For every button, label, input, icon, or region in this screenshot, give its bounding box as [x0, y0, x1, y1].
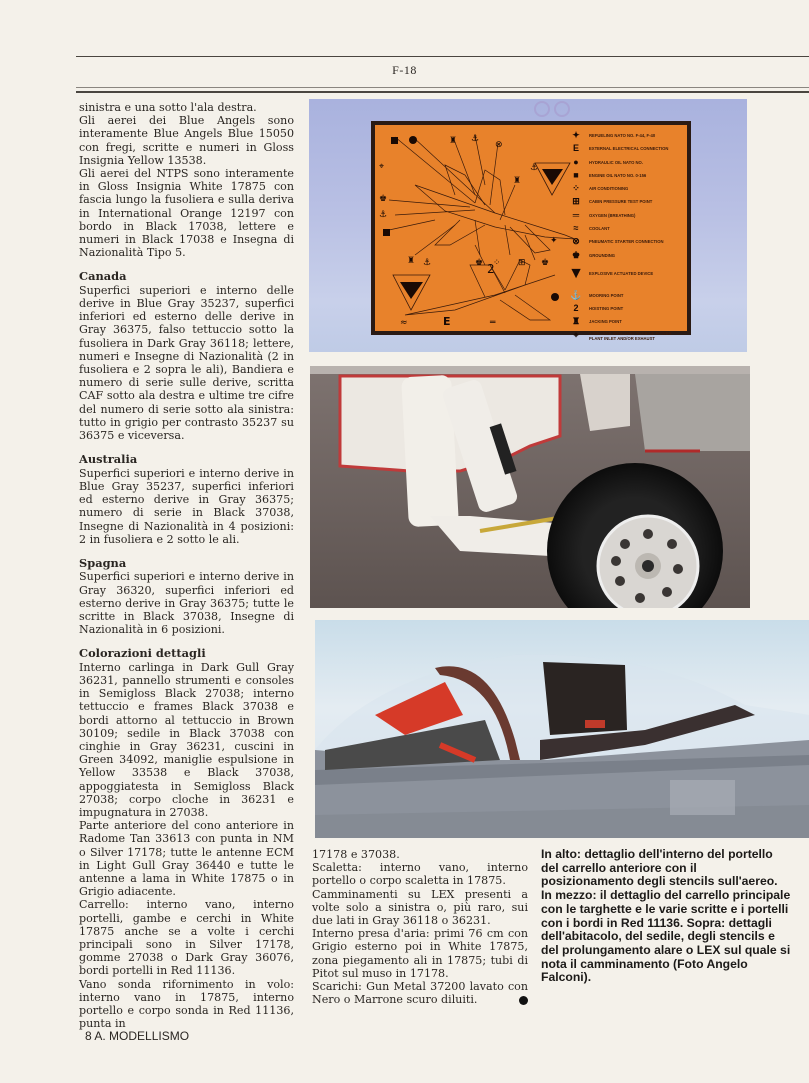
svg-text:═: ═	[490, 318, 496, 328]
svg-text:⚓: ⚓	[379, 210, 388, 220]
paragraph: Superfici superiori e interno delle derive in Blue Gray 35237, superfici inferiori ed esterno delle derive in Gray 36375, falso tettuccio sotto la fusoliera in Dark Gray 36118; lettere, numeri e Insegne di Nazionalità (2 in fusoliera e 2 sopra le ali), Bandiera e numero di serie sulle derive, scritta CAF sotto ala destra e ultime tre cifre del numero di serie sotto ala sinistra: tutto in grigio per contrasto 35237 su 36375 e viceversa.	[79, 283, 294, 443]
svg-text:E: E	[443, 315, 451, 328]
oxygen-icon: ═	[572, 209, 580, 220]
jacking-point-icon: ♜	[571, 316, 581, 327]
svg-text:♚: ♚	[379, 194, 388, 204]
coolant-icon: ≈	[573, 223, 579, 234]
svg-text:⚓: ⚓	[423, 258, 432, 268]
svg-text:⚓: ⚓	[530, 163, 539, 173]
text-column-1	[79, 101, 294, 1030]
paragraph-last: Scarichi: Gun Metal 37200 lavato con Nero o Marrone scuro diluiti.	[312, 980, 528, 1007]
svg-text:♜: ♜	[407, 256, 416, 266]
section-colorazioni-dettagli	[79, 647, 294, 1030]
header-rule-top	[76, 56, 809, 57]
stencil-diagram-panel	[371, 121, 691, 341]
mooring-point-icon: ⚓	[570, 289, 582, 300]
legend-item: ● HYDRAULIC OIL NATO NO.	[567, 158, 679, 167]
svg-text:✦: ✦	[550, 236, 558, 246]
page-footer: 8 A. MODELLISMO	[85, 1029, 190, 1043]
air-conditioning-icon: ⁘	[572, 183, 580, 194]
section-heading: Canada	[79, 269, 127, 284]
legend-item: ✦ REFUELING NATO NO. F-44, F-40	[567, 131, 679, 140]
paragraph: 17178 e 37038.	[312, 848, 400, 861]
svg-text:⁘: ⁘	[493, 258, 501, 268]
legend-item: E EXTERNAL ELECTRICAL CONNECTION	[567, 144, 679, 153]
refueling-icon: ✦	[572, 130, 580, 140]
text-column-2	[312, 848, 528, 1006]
legend-item: ♜ JACKING POINT	[567, 317, 679, 326]
paragraph: Superfici superiori e interno derive in Gray 36320, superfici inferiori ed esterno derive in Gray 36375; tutte le scritte in Black 37038, Insegne di Nazionalità in 6 posizioni.	[79, 570, 294, 637]
svg-text:⊞: ⊞	[518, 258, 526, 268]
grounding-icon: ♚	[571, 249, 581, 260]
explosive-warning-icon: ▼	[568, 264, 584, 282]
svg-text:♚: ♚	[541, 258, 550, 268]
section-spagna	[79, 557, 294, 636]
svg-text:♚: ♚	[475, 258, 484, 268]
engine-oil-icon: ■	[573, 169, 579, 180]
paragraph: Superfici superiori e interno derive in Blue Gray 35237, superfici inferiori ed esterno derive in Gray 36375; numero di serie in Black 37038, Insegne di Nazionalità in 4 posizioni: 2 in fusoliera e 2 sotto le ali.	[79, 466, 294, 546]
paragraph: Interno presa d'aria: primi 76 cm con Grigio esterno poi in White 17875, zona piegamento ali in 17875; tubi di Pitot sul muso in 17178.	[312, 927, 528, 980]
svg-text:⌖: ⌖	[379, 162, 385, 172]
svg-text:⚓: ⚓	[471, 134, 480, 144]
header-rule-thick	[76, 91, 809, 93]
stencil-legend	[567, 131, 679, 345]
photo-stencil-panel	[309, 99, 747, 352]
paragraph: Carrello: interno vano, interno portelli, gambe e cerchi in White 17875 anche se a volte i cerchi principali sono in Silver 17178, gomme 27038 o Dark Gray 36076, bordi portelli in Red 11136.	[79, 898, 294, 978]
cockpit-illustration	[315, 620, 809, 838]
section-heading: Spagna	[79, 555, 127, 570]
paragraph: Gli aerei del NTPS sono interamente in Gloss Insignia White 17875 con fascia lungo la fusoliera e sulla deriva in International Orange 12197 con bordo in Black 17038, lettere e numeri in Black 17038 e Insegna di Nazionalità Tipo 5.	[79, 167, 294, 260]
paragraph: Gli aerei dei Blue Angels sono interamente Blue Angels Blue 15050 con fregi, scritte e numeri in Gloss Insignia Yellow 13538.	[79, 114, 294, 167]
header-rule-thin	[76, 87, 809, 88]
paragraph: Scaletta: interno vano, interno portello o corpo scaletta in 17875.	[312, 861, 528, 888]
electrical-connection-icon: E	[572, 143, 579, 154]
legend-item: ⊗ PNEUMATIC STARTER CONNECTION	[567, 237, 679, 246]
svg-text:⊗: ⊗	[495, 140, 503, 150]
svg-text:♜: ♜	[513, 176, 522, 186]
svg-text:♜: ♜	[449, 136, 458, 146]
legend-item: ♚ GROUNDING	[567, 251, 679, 260]
legend-item: ⚓ MOORING POINT	[567, 291, 679, 300]
photo-caption: In alto: dettaglio dell'interno del portello del carrello anteriore con il posizionamento degli stencils sull'aereo. In mezzo: il dettaglio del carrello principale con le targhette e le varie scritte e i portelli con i bordi in Red 11136. Sopra: dettagli dell'abitacolo, del sedile, degli stencils e del prolungamento alare o LEX sul quale si nota il camminamento (Foto Angelo Falconi).	[541, 847, 791, 985]
legend-item: ═ OXYGEN (BREATHING)	[567, 211, 679, 220]
running-head: F-18	[392, 63, 417, 77]
landing-gear-illustration	[310, 366, 750, 608]
auxiliary-turbine-icon: ⌖	[573, 330, 579, 341]
paragraph: Interno carlinga in Dark Gull Gray 36231, pannello strumenti e consoles in Semigloss Black 27038; interno tettuccio e frames Black 37038 e bordi attorno al tettuccio in Brown 30109; sedile in Black 37038 con cinghie in Gray 36231, cuscini in Green 34092, maniglie espulsione in Yellow 33538 e Black 37038, appoggiatesta in Semigloss Black 27038; corpo cloche in 36231 e impugnatura in 27038.	[79, 660, 294, 819]
reflection-mark	[554, 101, 570, 117]
end-of-article-bullet-icon	[519, 996, 528, 1005]
paragraph: Parte anteriore del cono anteriore in Radome Tan 33613 con punta in NM o Silver 17178; tutte le antenne ECM in Light Gull Gray 36440 e tutte le antenne a lama in White 17875 o in Grigio adiacente.	[79, 819, 294, 899]
paragraph: Camminamenti su LEX presenti a volte solo a sinistra o, più raro, sui due lati in Gray 36118 o 36231.	[312, 887, 528, 928]
hydraulic-oil-icon: ●	[573, 156, 579, 167]
section-australia	[79, 453, 294, 546]
section-heading: Australia	[79, 452, 138, 467]
photo-cockpit-canopy	[315, 620, 809, 838]
hoisting-point-icon: 2	[573, 302, 579, 313]
legend-item: ≈ COOLANT	[567, 224, 679, 233]
paragraph: Vano sonda rifornimento in volo: interno vano in 17875, interno portello e corpo sonda in Red 11136, punta in	[79, 977, 294, 1031]
legend-item: ⊞ CABIN PRESSURE TEST POINT	[567, 197, 679, 206]
aircraft-diagram-icon	[375, 125, 575, 331]
legend-item: ⁘ AIR CONDITIONING	[567, 184, 679, 193]
legend-item: ▼ EXPLOSIVE ACTUATED DEVICE	[568, 264, 654, 282]
photo-main-landing-gear	[310, 366, 750, 608]
legend-item: ■ ENGINE OIL NATO NO. 0-156	[567, 171, 679, 180]
reflection-mark	[534, 101, 550, 117]
legend-item: 2 HOISTING POINT	[567, 304, 679, 313]
legend-item: ⌖ AIRBORNE AUXILIARY TURBINE POWER PLANT INLET AND/OR EXHAUST	[567, 331, 679, 341]
pneumatic-starter-icon: ⊗	[572, 236, 580, 247]
cabin-pressure-icon: ⊞	[572, 196, 580, 207]
section-canada	[79, 270, 294, 442]
paragraph: sinistra e una sotto l'ala destra.	[79, 101, 257, 114]
section-heading: Colorazioni dettagli	[79, 646, 206, 661]
svg-text:2: 2	[487, 262, 495, 276]
svg-text:≈: ≈	[400, 318, 408, 328]
